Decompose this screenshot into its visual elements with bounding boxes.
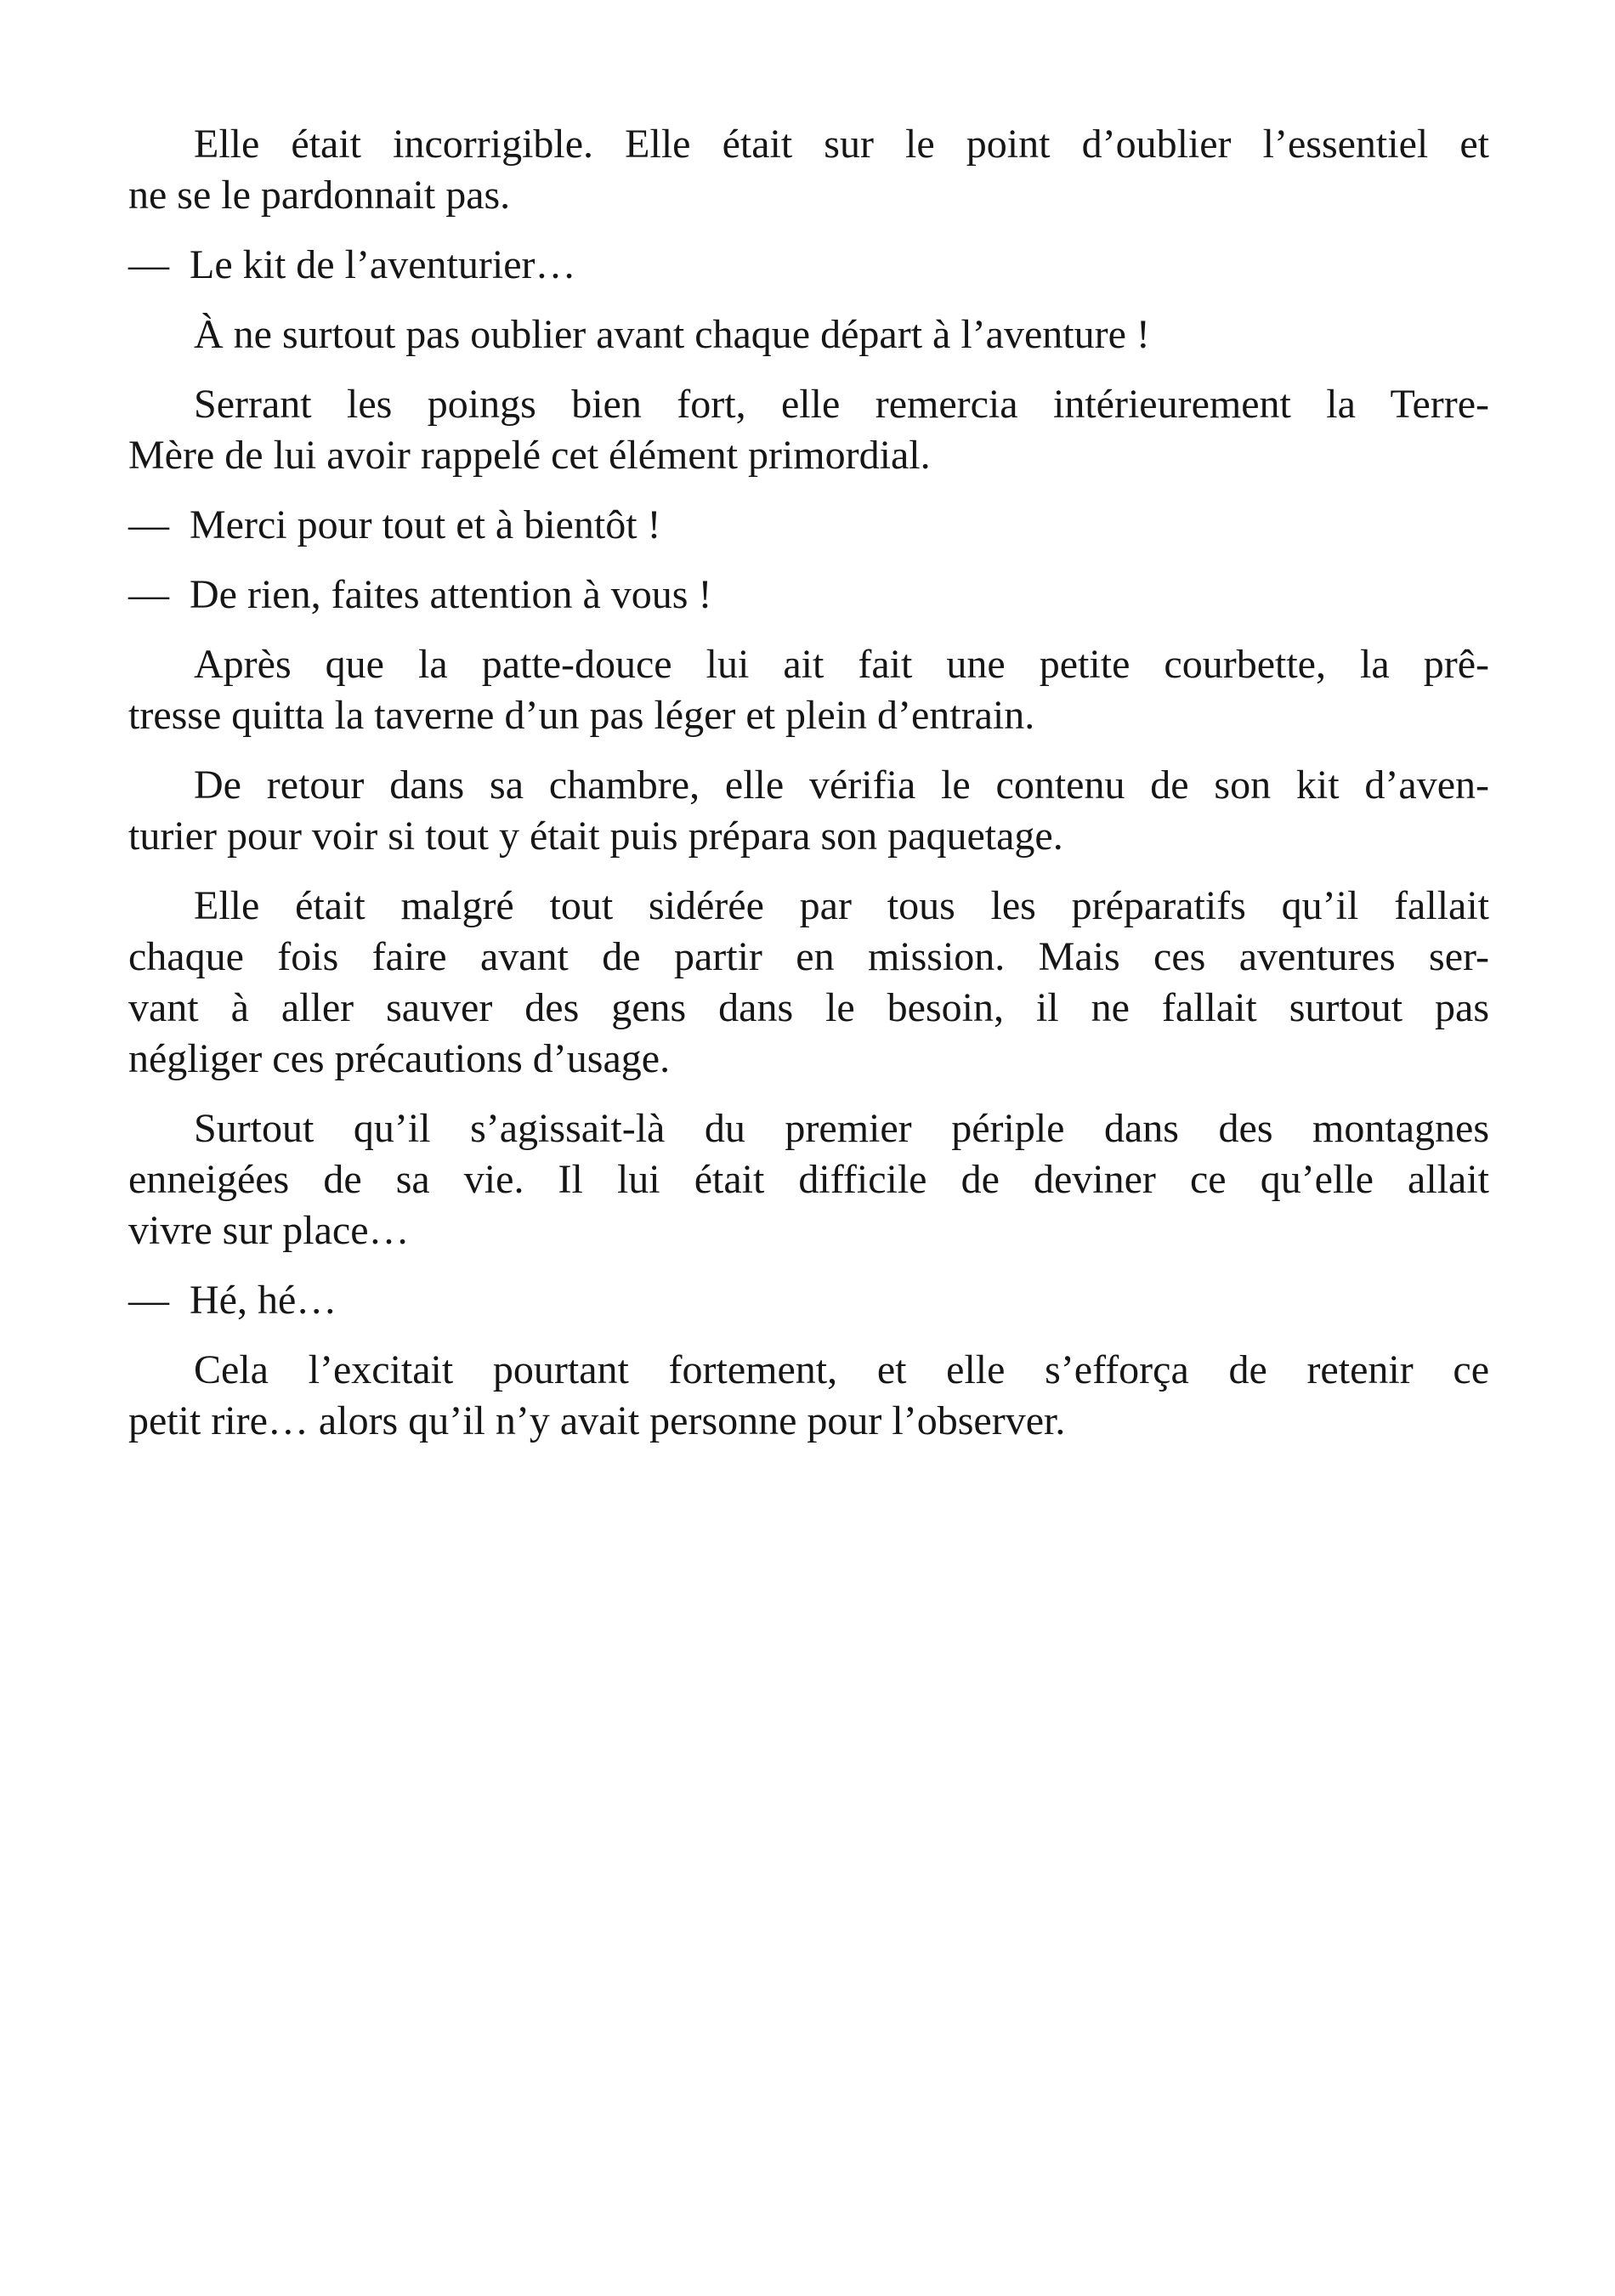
text-line: Serrant les poings bien fort, elle remercia intérieurement la Terre-: [194, 382, 1489, 427]
text-line: Elle était malgré tout sidérée par tous les préparatifs qu’il fallait: [194, 883, 1489, 928]
paragraph: [128, 309, 1489, 360]
text-line: Surtout qu’il s’agissait-là du premier périple dans des montagnes: [194, 1106, 1489, 1151]
text-line: ne se le pardonnait pas.: [128, 173, 511, 218]
dialogue-emdash: —: [128, 502, 169, 547]
text-line: — Hé, hé…: [128, 1278, 337, 1323]
paragraph: [128, 1345, 1489, 1447]
text-line: vant à aller sauver des gens dans le besoin, il ne fallait surtout pas: [128, 985, 1489, 1030]
text-line: enneigées de sa vie. Il lui était difficile de deviner ce qu’elle allait: [128, 1157, 1489, 1202]
text-line: chaque fois faire avant de partir en mission. Mais ces aventures ser-: [128, 934, 1489, 979]
text-block: [128, 119, 1489, 1447]
dialogue-emdash: —: [128, 572, 169, 617]
paragraph: [128, 760, 1489, 862]
dialogue-paragraph: [128, 240, 1489, 291]
dialogue-paragraph: [128, 500, 1489, 551]
text-line: — Merci pour tout et à bientôt !: [128, 502, 661, 547]
text-line: De retour dans sa chambre, elle vérifia le contenu de son kit d’aven-: [194, 762, 1489, 808]
text-line: Après que la patte-douce lui ait fait une petite courbette, la prê-: [194, 642, 1489, 687]
paragraph: [128, 379, 1489, 481]
paragraph: [128, 639, 1489, 741]
text-line: tresse quitta la taverne d’un pas léger et plein d’entrain.: [128, 693, 1035, 738]
dialogue-emdash: —: [128, 242, 169, 287]
text-line: — Le kit de l’aventurier…: [128, 242, 576, 287]
dialogue-emdash: —: [128, 1278, 169, 1323]
text-line: — De rien, faites attention à vous !: [128, 572, 712, 617]
paragraph: [128, 881, 1489, 1085]
paragraph: [128, 119, 1489, 221]
text-line: Elle était incorrigible. Elle était sur le point d’oublier l’essentiel et: [194, 122, 1489, 167]
text-line: turier pour voir si tout y était puis prépara son paquetage.: [128, 814, 1063, 859]
text-line: Cela l’excitait pourtant fortement, et elle s’efforça de retenir ce: [194, 1347, 1489, 1392]
dialogue-paragraph: [128, 570, 1489, 621]
text-line: Mère de lui avoir rappelé cet élément primordial.: [128, 433, 931, 478]
text-line: négliger ces précautions d’usage.: [128, 1036, 671, 1081]
paragraph: [128, 1103, 1489, 1256]
dialogue-paragraph: [128, 1275, 1489, 1326]
text-line: vivre sur place…: [128, 1208, 410, 1253]
text-line: À ne surtout pas oublier avant chaque départ à l’aventure !: [194, 312, 1150, 357]
text-line: petit rire… alors qu’il n’y avait personne pour l’observer.: [128, 1398, 1066, 1443]
